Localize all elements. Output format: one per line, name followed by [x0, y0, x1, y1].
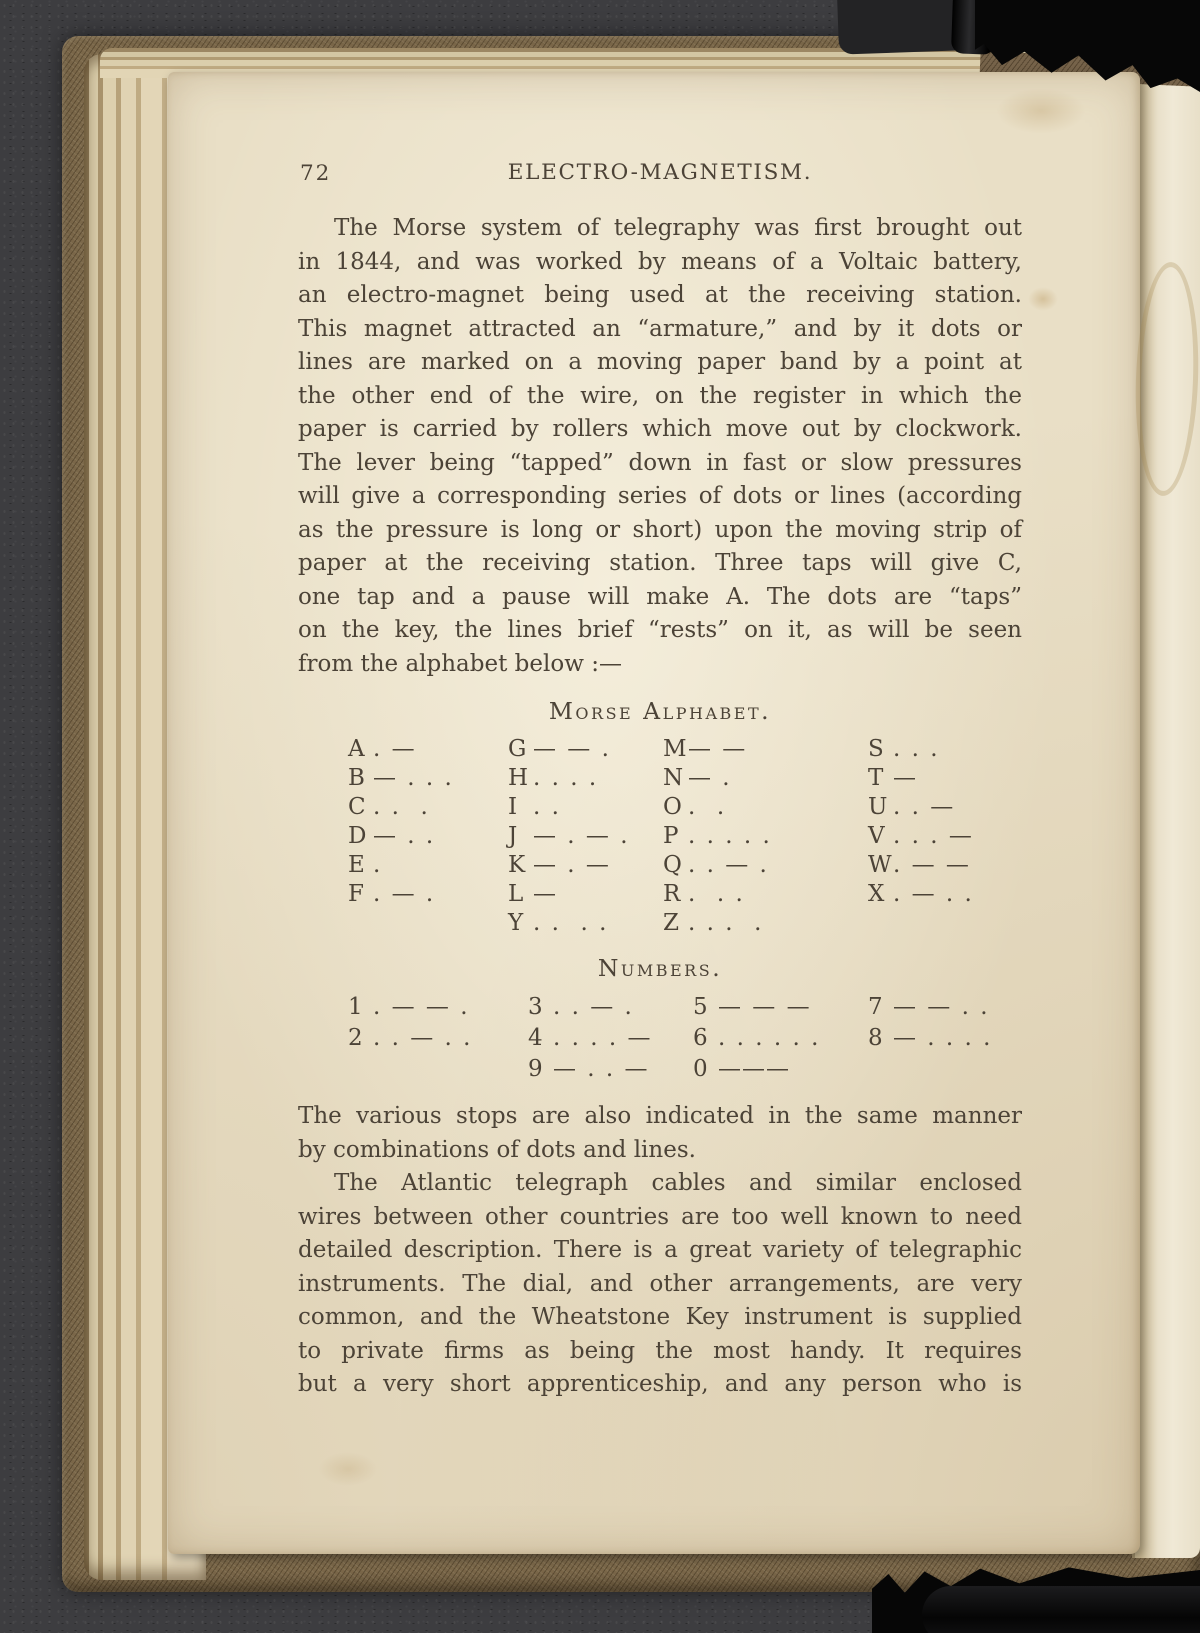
- code-character: E: [348, 852, 365, 878]
- code-character: O: [663, 794, 682, 820]
- text-line: The various stops are also indicated in the same manner: [298, 1103, 1022, 1129]
- code-entry: [348, 733, 508, 762]
- code-entry: [348, 762, 508, 791]
- code-entry: [868, 733, 1022, 762]
- code-character: Z: [663, 910, 679, 936]
- code-character: Y: [508, 910, 524, 936]
- text-line: The lever being “tapped” down in fast or slow pressures: [298, 449, 1022, 476]
- code-entry: [663, 791, 868, 820]
- morse-code: . .: [533, 794, 560, 820]
- morse-code: . . . . —: [553, 1025, 652, 1051]
- morse-code: — . . .: [373, 765, 453, 791]
- text-line: by combinations of dots and lines.: [298, 1136, 696, 1163]
- code-entry: [663, 849, 868, 878]
- morse-code: . — . .: [893, 881, 973, 907]
- code-entry: [348, 991, 528, 1022]
- text-line: in 1844, and was worked by means of a Voltaic battery,: [298, 248, 1022, 275]
- code-character: X: [868, 881, 885, 907]
- code-entry: [348, 849, 508, 878]
- morse-code: . . — . .: [373, 1025, 472, 1051]
- morse-code: — . . —: [553, 1056, 649, 1082]
- code-entry: [663, 907, 868, 936]
- code-entry: [508, 733, 663, 762]
- atlantic-paragraph: [298, 1167, 1022, 1402]
- code-character: D: [348, 823, 367, 849]
- morse-code: . . — .: [553, 994, 633, 1020]
- morse-code: — — —: [718, 994, 811, 1020]
- code-character: 5: [693, 994, 708, 1020]
- code-character: 7: [868, 994, 883, 1020]
- morse-code: —: [533, 881, 557, 907]
- morse-code: — —: [688, 736, 747, 762]
- stops-paragraph: [298, 1100, 1022, 1167]
- code-column: [693, 991, 868, 1084]
- code-entry: [508, 849, 663, 878]
- text-line: from the alphabet below :—: [298, 650, 622, 677]
- morse-code: . . .: [893, 736, 939, 762]
- text-line: lines are marked on a moving paper band by a point at: [298, 349, 1022, 375]
- text-line: on the key, the lines brief “rests” on it, as will be seen: [298, 617, 1022, 643]
- code-entry: [693, 1053, 868, 1084]
- morse-code: . . . —: [893, 823, 973, 849]
- code-entry: [663, 762, 868, 791]
- numbers-table: [298, 991, 1022, 1084]
- morse-code: . . . .: [533, 910, 608, 936]
- text-line: will give a corresponding series of dots or lines (according: [298, 483, 1022, 509]
- code-entry: [663, 733, 868, 762]
- morse-code: — . — .: [533, 823, 629, 849]
- code-entry: [693, 1022, 868, 1053]
- text-line: but a very short apprenticeship, and any person who is: [298, 1371, 1022, 1397]
- morse-code: . — —: [893, 852, 970, 878]
- code-entry: [508, 820, 663, 849]
- code-character: 3: [528, 994, 543, 1020]
- stand-rod-bottom: [922, 1586, 1200, 1633]
- text-line: paper is carried by rollers which move out by clockwork.: [298, 416, 1022, 442]
- text-line: paper at the receiving station. Three taps will give C,: [298, 550, 1022, 576]
- code-entry: [348, 820, 508, 849]
- text-line: wires between other countries are too well known to need: [298, 1203, 1022, 1230]
- morse-code: . . —: [893, 794, 955, 820]
- morse-code: — .: [688, 765, 731, 791]
- code-character: G: [508, 736, 527, 762]
- code-character: S: [868, 736, 884, 762]
- code-character: 6: [693, 1025, 708, 1051]
- running-header: ELECTRO-MAGNETISM.: [507, 160, 813, 185]
- code-character: W: [868, 852, 892, 878]
- code-character: V: [868, 823, 885, 849]
- code-column: [868, 991, 1022, 1084]
- code-entry: [528, 1022, 693, 1053]
- code-entry: [508, 791, 663, 820]
- code-entry: [868, 1022, 1022, 1053]
- morse-code: . . . . . .: [718, 1025, 820, 1051]
- code-entry: [508, 762, 663, 791]
- code-character: N: [663, 765, 684, 791]
- intro-paragraph: [298, 212, 1022, 681]
- code-character: J: [508, 823, 518, 849]
- paper-stain: [318, 1452, 378, 1486]
- code-character: A: [348, 736, 365, 762]
- text-line: common, and the Wheatstone Key instrument is supplied: [298, 1304, 1022, 1330]
- text-line: to private firms as being the most handy. It requires: [298, 1337, 1022, 1364]
- morse-code: — — . .: [893, 994, 989, 1020]
- morse-code: . . . .: [688, 910, 763, 936]
- code-column: [348, 991, 528, 1084]
- code-column: [528, 991, 693, 1084]
- code-character: F: [348, 881, 364, 907]
- text-line: instruments. The dial, and other arrangements, are very: [298, 1270, 1022, 1297]
- text-line: The Morse system of telegraphy was first brought out: [334, 215, 1022, 241]
- morse-code: . . .: [688, 881, 744, 907]
- morse-code: —: [893, 765, 917, 791]
- code-entry: [693, 991, 868, 1022]
- code-entry: [528, 991, 693, 1022]
- code-entry: [868, 991, 1022, 1022]
- morse-alphabet-table: [298, 733, 1022, 936]
- printed-content: [298, 156, 1022, 1402]
- code-character: U: [868, 794, 888, 820]
- morse-code: . .: [688, 794, 726, 820]
- code-character: L: [508, 881, 524, 907]
- code-entry: [348, 1022, 528, 1053]
- code-character: 2: [348, 1025, 363, 1051]
- text-line: The Atlantic telegraph cables and similar enclosed: [334, 1170, 1022, 1196]
- code-character: C: [348, 794, 366, 820]
- text-line: one tap and a pause will make A. The dots are “taps”: [298, 583, 1022, 610]
- text-line: This magnet attracted an “armature,” and by it dots or: [298, 315, 1022, 342]
- page-head: [298, 156, 1022, 188]
- morse-code: — . . . .: [893, 1025, 992, 1051]
- code-entry: [528, 1053, 693, 1084]
- code-character: 1: [348, 994, 363, 1020]
- code-character: 8: [868, 1025, 883, 1051]
- code-character: M: [663, 736, 687, 762]
- morse-code: . —: [373, 736, 416, 762]
- code-character: K: [508, 852, 526, 878]
- page-number: 72: [300, 161, 332, 186]
- numbers-title: Numbers.: [597, 954, 723, 982]
- code-character: R: [663, 881, 681, 907]
- code-entry: [348, 878, 508, 907]
- paper-stain: [1028, 287, 1058, 311]
- morse-code: — . .: [373, 823, 435, 849]
- code-column: [348, 733, 508, 936]
- text-line: the other end of the wire, on the register in which the: [298, 382, 1022, 409]
- code-column: [663, 733, 868, 936]
- morse-code: . . . .: [533, 765, 598, 791]
- code-entry: [508, 878, 663, 907]
- morse-code: — . —: [533, 852, 610, 878]
- morse-code: — — .: [533, 736, 610, 762]
- morse-code: .: [373, 852, 382, 878]
- code-column: [508, 733, 663, 936]
- code-entry: [868, 849, 1022, 878]
- code-entry: [868, 762, 1022, 791]
- morse-code: . . . . .: [688, 823, 771, 849]
- morse-code: . — .: [373, 881, 435, 907]
- text-line: detailed description. There is a great variety of telegraphic: [298, 1237, 1022, 1263]
- morse-alphabet-title: Morse Alphabet.: [548, 697, 772, 725]
- code-entry: [868, 878, 1022, 907]
- code-entry: [508, 907, 663, 936]
- code-character: H: [508, 765, 529, 791]
- morse-code: . . — .: [688, 852, 768, 878]
- code-character: P: [663, 823, 679, 849]
- morse-code: . — — .: [373, 994, 469, 1020]
- text-line: as the pressure is long or short) upon the moving strip of: [298, 516, 1022, 543]
- code-character: 9: [528, 1056, 543, 1082]
- code-character: I: [508, 794, 518, 820]
- paper-stain: [996, 88, 1086, 134]
- code-character: Q: [663, 852, 682, 878]
- code-character: T: [868, 765, 884, 791]
- code-character: 4: [528, 1025, 543, 1051]
- code-column: [868, 733, 1022, 936]
- code-entry: [663, 878, 868, 907]
- code-entry: [663, 820, 868, 849]
- code-character: 0: [693, 1056, 708, 1082]
- code-entry: [348, 791, 508, 820]
- code-entry: [868, 820, 1022, 849]
- text-line: an electro-magnet being used at the receiving station.: [298, 282, 1022, 308]
- morse-code: . . .: [373, 794, 429, 820]
- code-character: B: [348, 765, 365, 791]
- book-page: [168, 72, 1140, 1554]
- code-entry: [868, 791, 1022, 820]
- morse-code: ———: [718, 1056, 790, 1082]
